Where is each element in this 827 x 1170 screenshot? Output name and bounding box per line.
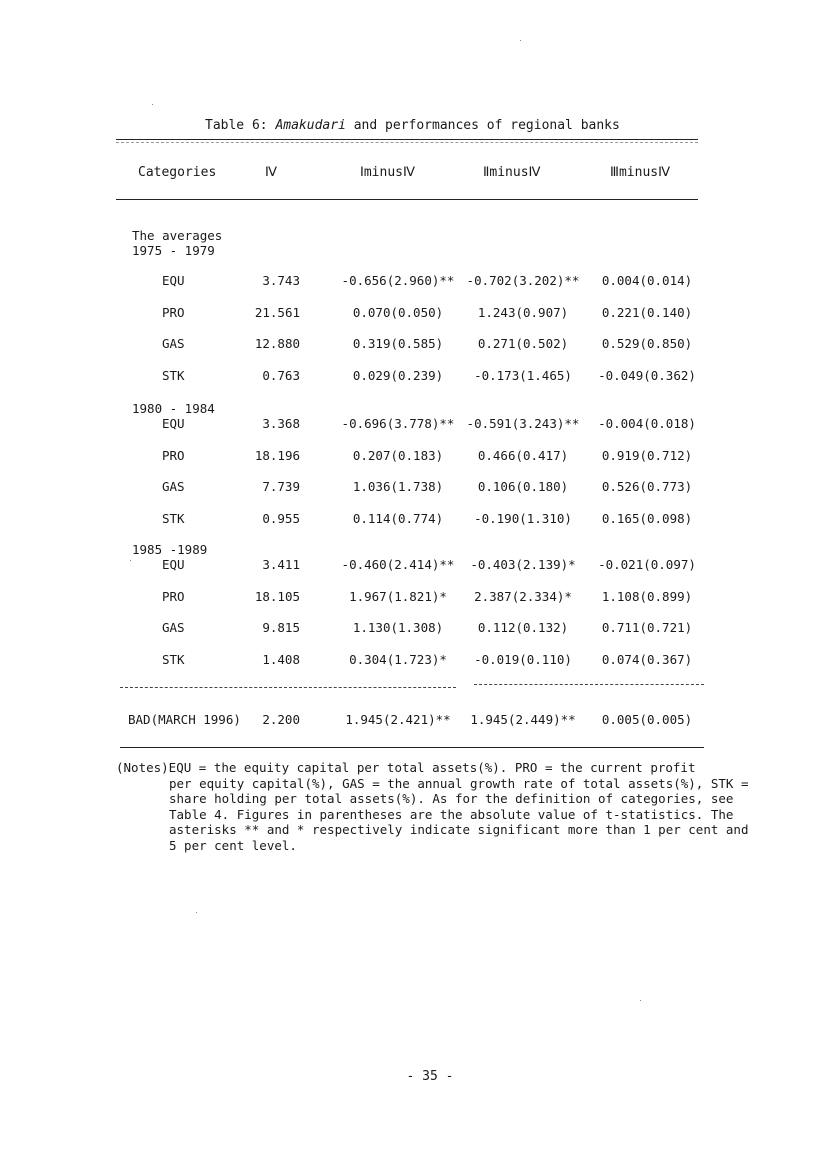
row-iii-minus-iv-value: 0.165(0.098): [601, 511, 693, 526]
row-iv-value: 1.408: [262, 652, 300, 667]
row-iii-minus-iv-value: 0.526(0.773): [601, 479, 693, 494]
note-line: Table 4. Figures in parentheses are the absolute value of t-statistics. The: [169, 806, 734, 822]
scan-speck: [152, 104, 153, 105]
row-iii-minus-iv-value: 0.074(0.367): [601, 652, 693, 667]
row-iii-minus-iv-value: 0.004(0.014): [601, 273, 693, 288]
page-number: - 35 -: [406, 1069, 454, 1084]
row-category: EQU: [162, 416, 185, 431]
note-line: share holding per total assets(%). As for the definition of categories, see: [169, 791, 734, 806]
table-title: [205, 118, 620, 133]
header-rule: [116, 199, 698, 200]
row-i-minus-iv-value: -0.656(2.960)**: [341, 273, 455, 288]
row-iv-value: 9.815: [262, 620, 300, 635]
header-iv: Ⅳ: [265, 165, 277, 180]
row-category: PRO: [162, 305, 185, 320]
header-iii-minus-iv: ⅢminusⅣ: [610, 165, 671, 180]
row-i-minus-iv-value: -0.696(3.778)**: [341, 416, 455, 431]
row-category: EQU: [162, 273, 185, 288]
row-i-minus-iv-value: 0.029(0.239): [352, 368, 444, 383]
period-label: 1980 - 1984: [132, 401, 215, 416]
row-ii-minus-iv-value: -0.190(1.310): [474, 511, 572, 526]
row-iii-minus-iv-value: -0.049(0.362): [598, 368, 696, 383]
row-category: EQU: [162, 557, 185, 572]
header-categories: Categories: [138, 165, 217, 180]
row-ii-minus-iv-value: 0.106(0.180): [477, 479, 569, 494]
header-ii-minus-iv: ⅡminusⅣ: [483, 165, 541, 180]
bad-row-iii-minus-iv: 0.005(0.005): [601, 712, 693, 727]
row-iv-value: 21.561: [254, 305, 300, 320]
top-rule-faint: [116, 142, 698, 143]
table-title-italic: Amakudari: [275, 118, 346, 133]
row-ii-minus-iv-value: -0.591(3.243)**: [466, 416, 580, 431]
row-i-minus-iv-value: -0.460(2.414)**: [341, 557, 455, 572]
period-label: 1975 - 1979: [132, 243, 215, 258]
row-category: GAS: [162, 336, 185, 351]
row-iv-value: 3.411: [262, 557, 300, 572]
table-title-suffix: and performances of regional banks: [345, 118, 620, 133]
row-ii-minus-iv-value: 0.466(0.417): [477, 448, 569, 463]
row-iii-minus-iv-value: 1.108(0.899): [601, 589, 693, 604]
row-i-minus-iv-value: 0.207(0.183): [352, 448, 444, 463]
row-i-minus-iv-value: 0.319(0.585): [352, 336, 444, 351]
table-title-prefix: Table 6:: [205, 118, 276, 133]
row-i-minus-iv-value: 1.036(1.738): [352, 479, 444, 494]
row-i-minus-iv-value: 0.070(0.050): [352, 305, 444, 320]
row-ii-minus-iv-value: -0.702(3.202)**: [466, 273, 580, 288]
row-ii-minus-iv-value: 0.112(0.132): [477, 620, 569, 635]
bad-row-category: BAD(MARCH 1996): [128, 712, 241, 727]
row-category: STK: [162, 368, 185, 383]
row-category: GAS: [162, 479, 185, 494]
row-category: PRO: [162, 589, 185, 604]
row-iv-value: 7.739: [262, 479, 300, 494]
bad-row-i-minus-iv: 1.945(2.421)**: [345, 712, 451, 727]
row-iii-minus-iv-value: -0.004(0.018): [598, 416, 696, 431]
row-iv-value: 12.880: [254, 336, 300, 351]
separator-dash-right: [474, 684, 704, 685]
row-iv-value: 0.955: [262, 511, 300, 526]
row-i-minus-iv-value: 0.114(0.774): [352, 511, 444, 526]
row-ii-minus-iv-value: -0.173(1.465): [474, 368, 572, 383]
averages-label: The averages: [132, 228, 223, 243]
bad-row-ii-minus-iv: 1.945(2.449)**: [470, 712, 576, 727]
row-iv-value: 0.763: [262, 368, 300, 383]
scan-speck: [196, 912, 197, 913]
scan-speck: [520, 40, 521, 41]
row-iii-minus-iv-value: 0.711(0.721): [601, 620, 693, 635]
row-i-minus-iv-value: 1.130(1.308): [352, 620, 444, 635]
row-category: STK: [162, 511, 185, 526]
row-category: GAS: [162, 620, 185, 635]
table-notes: [116, 760, 748, 853]
row-ii-minus-iv-value: 0.271(0.502): [477, 336, 569, 351]
scan-speck: [130, 560, 131, 561]
row-iv-value: 3.368: [262, 416, 300, 431]
row-iii-minus-iv-value: 0.529(0.850): [601, 336, 693, 351]
note-line: (Notes)EQU = the equity capital per total assets(%). PRO = the current profit: [116, 760, 696, 775]
bottom-rule: [120, 747, 704, 748]
bad-row-iv: 2.200: [262, 712, 300, 727]
row-ii-minus-iv-value: -0.403(2.139)*: [470, 557, 576, 572]
period-label: 1985 -1989: [132, 542, 208, 557]
top-rule: [116, 139, 698, 140]
row-i-minus-iv-value: 0.304(1.723)*: [349, 652, 447, 667]
row-iv-value: 18.105: [254, 589, 300, 604]
header-i-minus-iv: ⅠminusⅣ: [360, 165, 415, 180]
row-category: PRO: [162, 448, 185, 463]
note-line: per equity capital(%), GAS = the annual growth rate of total assets(%), STK =: [169, 775, 749, 791]
row-ii-minus-iv-value: 1.243(0.907): [477, 305, 569, 320]
scan-speck: [640, 1000, 641, 1001]
row-ii-minus-iv-value: 2.387(2.334)*: [474, 589, 572, 604]
row-iv-value: 18.196: [254, 448, 300, 463]
row-iii-minus-iv-value: 0.221(0.140): [601, 305, 693, 320]
row-iii-minus-iv-value: 0.919(0.712): [601, 448, 693, 463]
note-line: asterisks ** and * respectively indicate significant more than 1 per cent and: [169, 822, 749, 837]
note-line: 5 per cent level.: [169, 837, 297, 853]
row-i-minus-iv-value: 1.967(1.821)*: [349, 589, 447, 604]
row-ii-minus-iv-value: -0.019(0.110): [474, 652, 572, 667]
row-iv-value: 3.743: [262, 273, 300, 288]
row-iii-minus-iv-value: -0.021(0.097): [598, 557, 696, 572]
separator-dash-left: [120, 687, 456, 688]
row-category: STK: [162, 652, 185, 667]
